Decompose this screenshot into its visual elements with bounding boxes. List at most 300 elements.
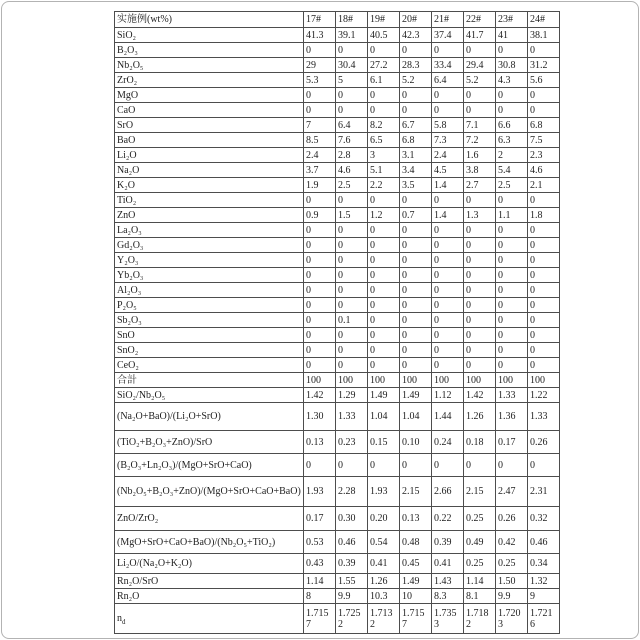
cell-value: 0 xyxy=(336,103,368,118)
cell-value: 0 xyxy=(432,193,464,208)
cell-value: 1.1 xyxy=(496,208,528,223)
cell-value: 1.33 xyxy=(336,403,368,431)
cell-value: 41.3 xyxy=(304,28,336,43)
cell-value: 0 xyxy=(528,268,560,283)
row-label: ZrO₂ xyxy=(115,73,304,88)
table-row xyxy=(115,208,560,223)
column-header-22: 22# xyxy=(464,12,496,28)
cell-value: 2.5 xyxy=(496,178,528,193)
cell-value: 6.7 xyxy=(400,118,432,133)
cell-value: 0.54 xyxy=(368,531,400,554)
cell-value: 0 xyxy=(528,88,560,103)
column-header-17: 17# xyxy=(304,12,336,28)
cell-value: 0 xyxy=(496,328,528,343)
cell-value: 0.9 xyxy=(304,208,336,223)
cell-value: 10.3 xyxy=(368,589,400,604)
table-row xyxy=(115,373,560,388)
row-label: Na₂O xyxy=(115,163,304,178)
cell-value: 0 xyxy=(528,298,560,313)
cell-value: 0 xyxy=(400,298,432,313)
table-row xyxy=(115,193,560,208)
cell-value: 1.5 xyxy=(336,208,368,223)
cell-value: 0 xyxy=(368,283,400,298)
cell-value: 100 xyxy=(464,373,496,388)
row-label: SnO₂ xyxy=(115,343,304,358)
table-row xyxy=(115,223,560,238)
cell-value: 0.15 xyxy=(368,431,400,454)
table-row xyxy=(115,148,560,163)
table-row xyxy=(115,507,560,531)
cell-value: 5.4 xyxy=(496,163,528,178)
cell-value: 0 xyxy=(464,343,496,358)
cell-value: 0.13 xyxy=(304,431,336,454)
header-corner-cell: 实施例(wt%) xyxy=(115,12,304,28)
cell-value: 0 xyxy=(400,454,432,477)
table-row xyxy=(115,477,560,507)
cell-value: 30.4 xyxy=(336,58,368,73)
cell-value: 0.7 xyxy=(400,208,432,223)
cell-value: 0 xyxy=(304,454,336,477)
row-label: 合計 xyxy=(115,373,304,388)
cell-value: 1.7132 xyxy=(368,604,400,634)
cell-value: 1.29 xyxy=(336,388,368,403)
cell-value: 0.26 xyxy=(528,431,560,454)
cell-value: 6.4 xyxy=(432,73,464,88)
cell-value: 0 xyxy=(368,313,400,328)
table-row xyxy=(115,328,560,343)
cell-value: 2.28 xyxy=(336,477,368,507)
cell-value: 0.23 xyxy=(336,431,368,454)
cell-value: 0 xyxy=(304,313,336,328)
cell-value: 27.2 xyxy=(368,58,400,73)
cell-value: 0 xyxy=(304,103,336,118)
cell-value: 2.3 xyxy=(528,148,560,163)
row-label-subscript: d xyxy=(122,618,126,626)
cell-value: 0 xyxy=(464,103,496,118)
cell-value: 0 xyxy=(528,454,560,477)
cell-value: 1.2 xyxy=(368,208,400,223)
cell-value: 0 xyxy=(464,193,496,208)
cell-value: 29.4 xyxy=(464,58,496,73)
cell-value: 100 xyxy=(336,373,368,388)
column-header-19: 19# xyxy=(368,12,400,28)
cell-value: 0 xyxy=(400,103,432,118)
cell-value: 0.48 xyxy=(400,531,432,554)
row-label: ZnO xyxy=(115,208,304,223)
cell-value: 0.53 xyxy=(304,531,336,554)
cell-value: 7.1 xyxy=(464,118,496,133)
cell-value: 1.33 xyxy=(496,388,528,403)
row-label: BaO xyxy=(115,133,304,148)
cell-value: 0.42 xyxy=(496,531,528,554)
cell-value: 2.15 xyxy=(400,477,432,507)
table-row xyxy=(115,178,560,193)
cell-value: 0 xyxy=(336,268,368,283)
cell-value: 0 xyxy=(304,253,336,268)
row-label: Rn₂O/SrO xyxy=(115,574,304,589)
cell-value: 0 xyxy=(368,253,400,268)
cell-value: 100 xyxy=(304,373,336,388)
cell-value: 10 xyxy=(400,589,432,604)
row-label: SnO xyxy=(115,328,304,343)
cell-value: 9 xyxy=(528,589,560,604)
cell-value: 0 xyxy=(528,343,560,358)
cell-value: 5.6 xyxy=(528,73,560,88)
cell-value: 1.50 xyxy=(496,574,528,589)
cell-value: 2.4 xyxy=(304,148,336,163)
cell-value: 0 xyxy=(304,238,336,253)
cell-value: 0.1 xyxy=(336,313,368,328)
cell-value: 6.4 xyxy=(336,118,368,133)
cell-value: 0.26 xyxy=(496,507,528,531)
cell-value: 0 xyxy=(496,88,528,103)
table-row xyxy=(115,28,560,43)
row-label: La₂O₃ xyxy=(115,223,304,238)
cell-value: 0 xyxy=(496,253,528,268)
cell-value: 0 xyxy=(496,103,528,118)
cell-value: 1.32 xyxy=(528,574,560,589)
cell-value: 0 xyxy=(336,223,368,238)
table-row xyxy=(115,118,560,133)
cell-value: 0 xyxy=(528,283,560,298)
cell-value: 0 xyxy=(464,313,496,328)
cell-value: 0 xyxy=(528,223,560,238)
table-row xyxy=(115,163,560,178)
cell-value: 0 xyxy=(496,43,528,58)
table-row xyxy=(115,103,560,118)
cell-value: 6.3 xyxy=(496,133,528,148)
cell-value: 0 xyxy=(528,193,560,208)
cell-value: 0 xyxy=(368,268,400,283)
cell-value: 0 xyxy=(464,454,496,477)
cell-value: 0 xyxy=(304,343,336,358)
cell-value: 0 xyxy=(432,343,464,358)
cell-value: 9.9 xyxy=(496,589,528,604)
cell-value: 3.4 xyxy=(400,163,432,178)
cell-value: 1.8 xyxy=(528,208,560,223)
cell-value: 1.4 xyxy=(432,178,464,193)
row-label: Y₂O₃ xyxy=(115,253,304,268)
cell-value: 0 xyxy=(528,313,560,328)
cell-value: 1.49 xyxy=(400,574,432,589)
cell-value: 2.2 xyxy=(368,178,400,193)
cell-value: 1.7157 xyxy=(304,604,336,634)
cell-value: 6.6 xyxy=(496,118,528,133)
row-label: Al₂O₃ xyxy=(115,283,304,298)
cell-value: 0 xyxy=(304,223,336,238)
cell-value: 1.30 xyxy=(304,403,336,431)
cell-value: 0 xyxy=(400,88,432,103)
cell-value: 0 xyxy=(432,313,464,328)
cell-value: 4.5 xyxy=(432,163,464,178)
cell-value: 0 xyxy=(464,298,496,313)
cell-value: 0.41 xyxy=(368,554,400,574)
cell-value: 2.66 xyxy=(432,477,464,507)
cell-value: 0 xyxy=(432,454,464,477)
row-label: Nb₂O₅ xyxy=(115,58,304,73)
cell-value: 42.3 xyxy=(400,28,432,43)
cell-value: 1.49 xyxy=(368,388,400,403)
cell-value: 100 xyxy=(432,373,464,388)
table-body xyxy=(115,28,560,634)
cell-value: 6.5 xyxy=(368,133,400,148)
cell-value: 0 xyxy=(528,358,560,373)
cell-value: 6.1 xyxy=(368,73,400,88)
cell-value: 41.7 xyxy=(464,28,496,43)
row-label: CaO xyxy=(115,103,304,118)
cell-value: 0 xyxy=(368,238,400,253)
cell-value: 1.55 xyxy=(336,574,368,589)
cell-value: 0 xyxy=(496,313,528,328)
row-label: MgO xyxy=(115,88,304,103)
table-row xyxy=(115,388,560,403)
cell-value: 1.7353 xyxy=(432,604,464,634)
cell-value: 41 xyxy=(496,28,528,43)
cell-value: 7.6 xyxy=(336,133,368,148)
cell-value: 0.25 xyxy=(496,554,528,574)
table-row xyxy=(115,431,560,454)
cell-value: 0 xyxy=(528,43,560,58)
row-label: P₂O₅ xyxy=(115,298,304,313)
row-label: (B₂O₃+Ln₂O₃)/(MgO+SrO+CaO) xyxy=(115,454,304,477)
cell-value: 2.1 xyxy=(528,178,560,193)
cell-value: 5 xyxy=(336,73,368,88)
cell-value: 0 xyxy=(304,298,336,313)
cell-value: 0.20 xyxy=(368,507,400,531)
cell-value: 0 xyxy=(400,358,432,373)
cell-value: 0 xyxy=(432,283,464,298)
cell-value: 0 xyxy=(496,358,528,373)
row-label: TiO₂ xyxy=(115,193,304,208)
cell-value: 1.9 xyxy=(304,178,336,193)
row-label: Li₂O xyxy=(115,148,304,163)
cell-value: 9.9 xyxy=(336,589,368,604)
table-row xyxy=(115,313,560,328)
cell-value: 0 xyxy=(528,253,560,268)
cell-value: 0 xyxy=(432,43,464,58)
cell-value: 0.39 xyxy=(432,531,464,554)
cell-value: 3 xyxy=(368,148,400,163)
row-label: SrO xyxy=(115,118,304,133)
cell-value: 5.1 xyxy=(368,163,400,178)
cell-value: 0 xyxy=(304,358,336,373)
cell-value: 1.7216 xyxy=(528,604,560,634)
cell-value: 5.3 xyxy=(304,73,336,88)
cell-value: 1.12 xyxy=(432,388,464,403)
row-label: Yb₂O₃ xyxy=(115,268,304,283)
cell-value: 0 xyxy=(432,253,464,268)
table-row xyxy=(115,358,560,373)
cell-value: 0 xyxy=(464,268,496,283)
cell-value: 100 xyxy=(368,373,400,388)
cell-value: 0 xyxy=(336,343,368,358)
cell-value: 1.26 xyxy=(464,403,496,431)
cell-value: 0 xyxy=(464,283,496,298)
cell-value: 1.04 xyxy=(400,403,432,431)
table-row xyxy=(115,554,560,574)
cell-value: 0 xyxy=(496,238,528,253)
cell-value: 0 xyxy=(336,253,368,268)
cell-value: 0 xyxy=(368,88,400,103)
cell-value: 39.1 xyxy=(336,28,368,43)
cell-value: 0 xyxy=(464,328,496,343)
cell-value: 0 xyxy=(304,328,336,343)
cell-value: 0.17 xyxy=(496,431,528,454)
cell-value: 2.15 xyxy=(464,477,496,507)
cell-value: 0.25 xyxy=(464,554,496,574)
page-frame xyxy=(1,1,639,639)
cell-value: 2.47 xyxy=(496,477,528,507)
cell-value: 0 xyxy=(432,358,464,373)
header-row xyxy=(115,12,560,28)
cell-value: 0 xyxy=(400,343,432,358)
cell-value: 0 xyxy=(368,358,400,373)
cell-value: 0 xyxy=(400,313,432,328)
cell-value: 1.7157 xyxy=(400,604,432,634)
cell-value: 0 xyxy=(496,298,528,313)
row-label: Gd₂O₃ xyxy=(115,238,304,253)
cell-value: 0 xyxy=(400,43,432,58)
cell-value: 4.6 xyxy=(528,163,560,178)
cell-value: 2 xyxy=(496,148,528,163)
cell-value: 0 xyxy=(336,43,368,58)
cell-value: 0 xyxy=(464,358,496,373)
row-label: B₂O₃ xyxy=(115,43,304,58)
cell-value: 8.3 xyxy=(432,589,464,604)
row-label: CeO₂ xyxy=(115,358,304,373)
cell-value: 5.2 xyxy=(464,73,496,88)
cell-value: 29 xyxy=(304,58,336,73)
cell-value: 1.6 xyxy=(464,148,496,163)
table-row xyxy=(115,283,560,298)
cell-value: 8.2 xyxy=(368,118,400,133)
cell-value: 0 xyxy=(432,238,464,253)
cell-value: 2.7 xyxy=(464,178,496,193)
cell-value: 0.45 xyxy=(400,554,432,574)
table-row xyxy=(115,43,560,58)
cell-value: 0 xyxy=(464,223,496,238)
cell-value: 3.8 xyxy=(464,163,496,178)
cell-value: 2.8 xyxy=(336,148,368,163)
cell-value: 8 xyxy=(304,589,336,604)
cell-value: 0 xyxy=(496,283,528,298)
cell-value: 0 xyxy=(336,328,368,343)
cell-value: 0 xyxy=(336,298,368,313)
cell-value: 1.33 xyxy=(528,403,560,431)
cell-value: 3.1 xyxy=(400,148,432,163)
cell-value: 0 xyxy=(464,43,496,58)
cell-value: 0 xyxy=(432,88,464,103)
cell-value: 4.6 xyxy=(336,163,368,178)
cell-value: 7.5 xyxy=(528,133,560,148)
row-label: SiO₂/Nb₂O₅ xyxy=(115,388,304,403)
column-header-18: 18# xyxy=(336,12,368,28)
cell-value: 0 xyxy=(464,253,496,268)
cell-value: 0.32 xyxy=(528,507,560,531)
cell-value: 31.2 xyxy=(528,58,560,73)
cell-value: 0 xyxy=(400,193,432,208)
cell-value: 0 xyxy=(304,283,336,298)
cell-value: 2.5 xyxy=(336,178,368,193)
cell-value: 8.5 xyxy=(304,133,336,148)
row-label: Rn₂O xyxy=(115,589,304,604)
cell-value: 0.25 xyxy=(464,507,496,531)
cell-value: 1.14 xyxy=(464,574,496,589)
table-row xyxy=(115,403,560,431)
cell-value: 1.22 xyxy=(528,388,560,403)
cell-value: 0 xyxy=(400,238,432,253)
cell-value: 0 xyxy=(304,43,336,58)
cell-value: 0.49 xyxy=(464,531,496,554)
cell-value: 1.3 xyxy=(464,208,496,223)
cell-value: 37.4 xyxy=(432,28,464,43)
column-header-23: 23# xyxy=(496,12,528,28)
cell-value: 33.4 xyxy=(432,58,464,73)
cell-value: 1.44 xyxy=(432,403,464,431)
cell-value: 1.7252 xyxy=(336,604,368,634)
cell-value: 5.8 xyxy=(432,118,464,133)
cell-value: 0 xyxy=(368,454,400,477)
table-row xyxy=(115,133,560,148)
cell-value: 1.04 xyxy=(368,403,400,431)
table-row xyxy=(115,574,560,589)
table-row xyxy=(115,298,560,313)
table-row xyxy=(115,253,560,268)
table-row xyxy=(115,58,560,73)
cell-value: 5.2 xyxy=(400,73,432,88)
cell-value: 0 xyxy=(400,268,432,283)
cell-value: 0 xyxy=(528,328,560,343)
row-label: (Na₂O+BaO)/(Li₂O+SrO) xyxy=(115,403,304,431)
cell-value: 0 xyxy=(400,223,432,238)
row-label: ZnO/ZrO₂ xyxy=(115,507,304,531)
table-row xyxy=(115,73,560,88)
cell-value: 0 xyxy=(496,268,528,283)
row-label: Sb₂O₃ xyxy=(115,313,304,328)
cell-value: 1.93 xyxy=(304,477,336,507)
cell-value: 1.7203 xyxy=(496,604,528,634)
cell-value: 0 xyxy=(368,103,400,118)
cell-value: 0.41 xyxy=(432,554,464,574)
cell-value: 0 xyxy=(432,223,464,238)
cell-value: 3.5 xyxy=(400,178,432,193)
cell-value: 0 xyxy=(368,328,400,343)
cell-value: 0.46 xyxy=(528,531,560,554)
cell-value: 0 xyxy=(464,238,496,253)
cell-value: 7.3 xyxy=(432,133,464,148)
table-row xyxy=(115,88,560,103)
cell-value: 0.34 xyxy=(528,554,560,574)
cell-value: 0 xyxy=(336,238,368,253)
row-label: (MgO+SrO+CaO+BaO)/(Nb₂O₅+TiO₂) xyxy=(115,531,304,554)
cell-value: 8.1 xyxy=(464,589,496,604)
row-label: Li₂O/(Na₂O+K₂O) xyxy=(115,554,304,574)
cell-value: 100 xyxy=(400,373,432,388)
cell-value: 0.10 xyxy=(400,431,432,454)
cell-value: 0 xyxy=(496,223,528,238)
cell-value: 0 xyxy=(432,268,464,283)
cell-value: 1.4 xyxy=(432,208,464,223)
cell-value: 100 xyxy=(496,373,528,388)
row-label: (Nb₂O₅+B₂O₃+ZnO)/(MgO+SrO+CaO+BaO) xyxy=(115,477,304,507)
cell-value: 2.4 xyxy=(432,148,464,163)
cell-value: 0.39 xyxy=(336,554,368,574)
cell-value: 1.43 xyxy=(432,574,464,589)
cell-value: 0.17 xyxy=(304,507,336,531)
cell-value: 0 xyxy=(496,454,528,477)
cell-value: 28.3 xyxy=(400,58,432,73)
cell-value: 2.31 xyxy=(528,477,560,507)
